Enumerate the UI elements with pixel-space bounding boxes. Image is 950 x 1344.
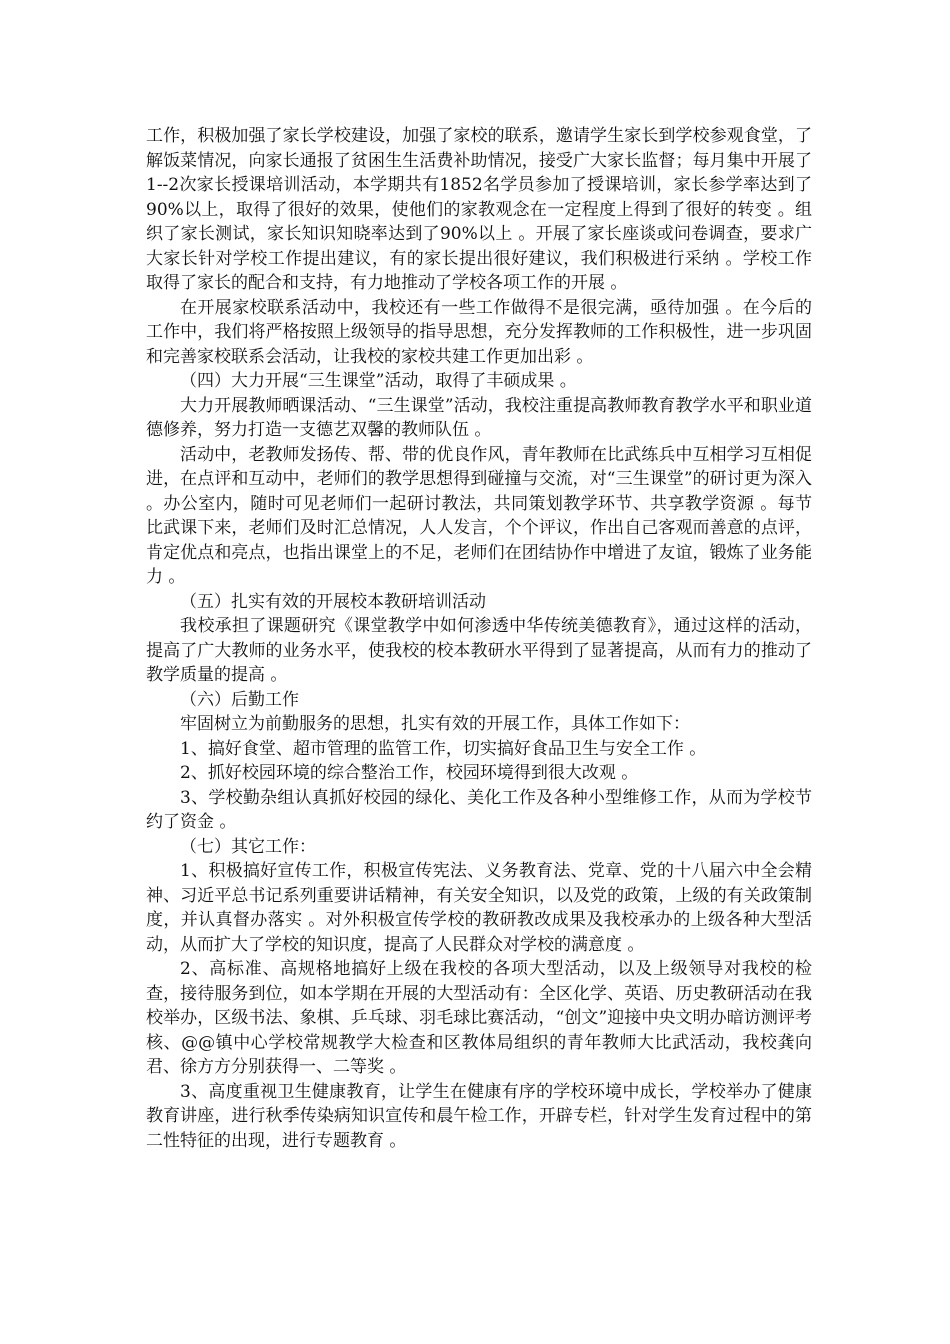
section-heading-5: （五）扎实有效的开展校本教研培训活动 [180,591,486,612]
section-heading-4: （四）大力开展“三生课堂”活动，取得了丰硕成果 。 [180,371,577,391]
list-item-logistics-3: 3、学校勤杂组认真抓好校园的绿化、美化工作及各种小型维修工作，从而为学校节约了资金 。 [146,787,812,832]
paragraph-home-school-shortcomings: 在开展家校联系活动中，我校还有一些工作做得不是很完满，亟待加强 。在今后的工作中，我们将严格按照上级领导的指导思想，充分发挥教师的工作积极性，进一步巩固和完善家校联系会活动，让我校的家校共建工作更加出彩 。 [146,297,812,367]
section-heading-7: （七）其它工作： [180,836,316,857]
document-body [146,124,812,1153]
list-item-other-2: 2、高标准、高规格地搞好上级在我校的各项大型活动，以及上级领导对我校的检查，接待服务到位，如本学期在开展的大型活动有：全区化学、英语、历史教研活动在我校举办，区级书法、象棋、乒乓球、羽毛球比赛活动，“创文”迎接中央文明办暗访测评考核、@@镇中心学校常规教学大检查和区教体局组织的青年教师大比武活动，我校龚向君、徐方方分别获得一、二等奖 。 [146,959,812,1077]
list-item-logistics-2: 2、抓好校园环境的综合整治工作，校园环境得到很大改观 。 [180,763,639,783]
paragraph-research-project: 我校承担了课题研究《课堂教学中如何渗透中华传统美德教育》，通过这样的活动，提高了广大教师的业务水平，使我校的校本教研水平得到了显著提高，从而有力的推动了教学质量的提高 。 [146,616,812,685]
list-item-other-3: 3、高度重视卫生健康教育，让学生在健康有序的学校环境中成长，学校举办了健康教育讲座，进行秋季传染病知识宣传和晨午检工作，开辟专栏，针对学生发育过程中的第二性特征的出现，进行专题教育 。 [146,1081,812,1151]
list-item-other-1: 1、积极搞好宣传工作，积极宣传宪法、义务教育法、党章、党的十八届六中全会精神、习近平总书记系列重要讲话精神，有关安全知识，以及党的政策，上级的有关政策制度，并认真督办落实 。对外积极宣传学校的教研教改成果及我校承办的上级各种大型活动，从而扩大了学校的知识度，提高了人民群众对学校的满意度 。 [146,861,812,955]
paragraph-teacher-activities: 活动中，老教师发扬传、帮、带的优良作风，青年教师在比武练兵中互相学习互相促进，在点评和互动中，老师们的教学思想得到碰撞与交流，对“三生课堂”的研讨更为深入 。办公室内，随时可见老师们一起研讨教法，共同策划教学环节、共享教学资源 。每节比武课下来，老师们及时汇总情况，人人发言，个个评议，作出自己客观而善意的点评，肯定优点和亮点，也指出课堂上的不足，老师们在团结协作中增进了友谊，锻炼了业务能力 。 [146,444,812,587]
paragraph-logistics-intro: 牢固树立为前勤服务的思想，扎实有效的开展工作，具体工作如下： [180,714,690,734]
list-item-logistics-1: 1、搞好食堂、超市管理的监管工作，切实搞好食品卫生与安全工作 。 [180,738,707,759]
section-heading-6: （六）后勤工作 [180,689,299,710]
paragraph-home-school-continued: 工作，积极加强了家长学校建设，加强了家校的联系，邀请学生家长到学校参观食堂，了解饭菜情况，向家长通报了贫困生生活费补助情况，接受广大家长监督；每月集中开展了1--2次家长授课培训活动，本学期共有1852名学员参加了授课培训，家长参学率达到了90%以上，取得了很好的效果，使他们的家教观念在一定程度上得到了很好的转变 。组织了家长测试，家长知识知晓率达到了90%以上 。开展了家长座谈或问卷调查，要求广大家长针对学校工作提出建议，有的家长提出很好建议，我们积极进行采纳 。学校工作取得了家长的配合和支持，有力地推动了学校各项工作的开展 。 [146,126,812,293]
paragraph-teacher-showcase: 大力开展教师晒课活动、“三生课堂”活动，我校注重提高教师教育教学水平和职业道德修养，努力打造一支德艺双馨的教师队伍 。 [146,395,812,440]
